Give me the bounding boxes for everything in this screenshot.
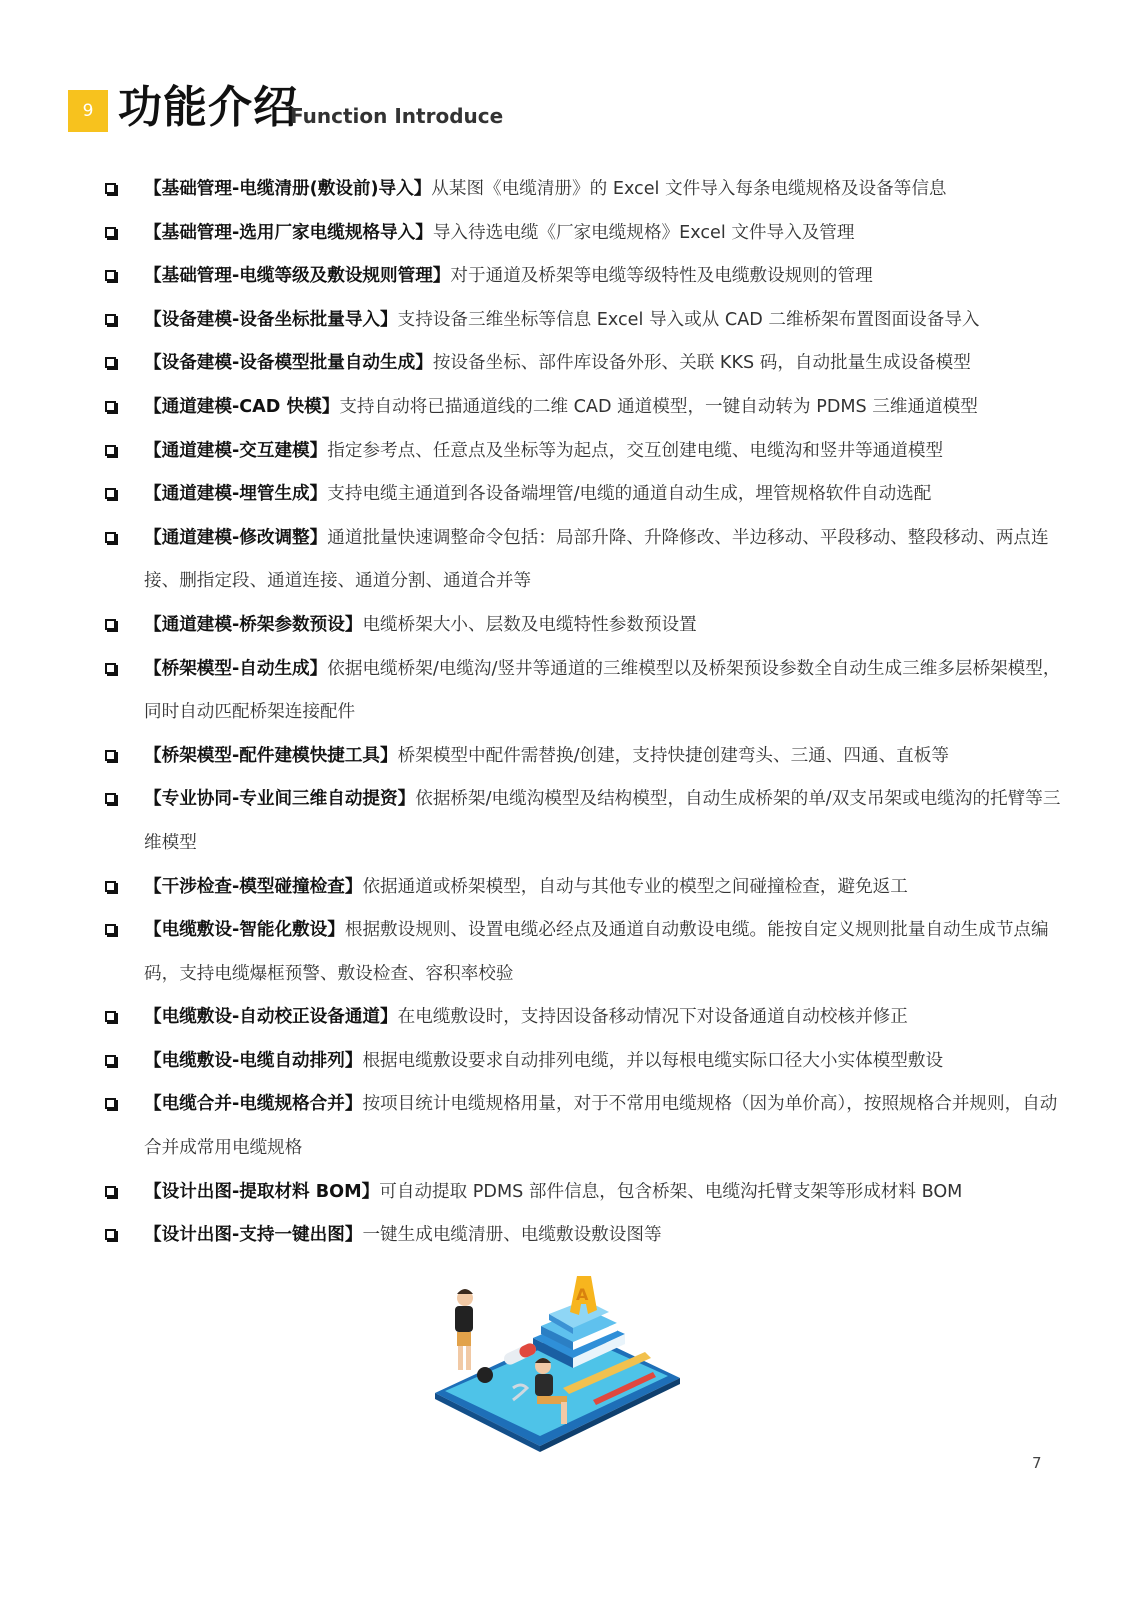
person-sitting-body xyxy=(535,1374,553,1396)
checkbox-bullet-icon xyxy=(105,270,116,281)
item-desc: 桥架模型中配件需替换/创建，支持快捷创建弯头、三通、四通、直板等 xyxy=(397,745,949,766)
list-item xyxy=(104,168,1064,212)
checkbox-bullet-icon xyxy=(105,532,116,543)
item-desc: 从某图《电缆清册》的 Excel 文件导入每条电缆规格及设备等信息 xyxy=(431,179,947,199)
item-desc: 支持设备三维坐标等信息 Excel 导入或从 CAD 二维桥架布置图面设备导入 xyxy=(397,309,980,330)
item-title: 【干涉检查-模型碰撞检查】 xyxy=(144,876,363,897)
item-desc: 导入待选电缆《厂家电缆规格》Excel 文件导入及管理 xyxy=(432,222,855,243)
checkbox-bullet-icon xyxy=(105,227,116,238)
item-desc: 按设备坐标、部件库设备外形、关联 KKS 码，自动批量生成设备模型 xyxy=(432,353,971,374)
item-title: 【电缆敷设-电缆自动排列】 xyxy=(144,1050,363,1071)
checkbox-bullet-icon xyxy=(105,924,116,935)
checkbox-bullet-icon xyxy=(105,663,116,674)
item-desc: 根据电缆敷设要求自动排列电缆，并以每根电缆实际口径大小实体模型敷设 xyxy=(362,1050,944,1071)
item-desc: 根据敷设规则、设置电缆必经点及通道自动敷设电缆。能按自定义规则批量自动生成节点编码，支持电缆爆框预警、敷设检查、容积率校验 xyxy=(144,920,1049,984)
checkbox-bullet-icon xyxy=(105,445,116,456)
item-title: 【桥架模型-自动生成】 xyxy=(144,658,328,679)
item-title: 【基础管理-选用厂家电缆规格导入】 xyxy=(144,222,433,243)
checkbox-bullet-icon xyxy=(105,1098,116,1109)
checkbox-bullet-icon xyxy=(105,750,116,761)
item-title: 【设计出图-支持一键出图】 xyxy=(144,1225,363,1246)
checkbox-bullet-icon xyxy=(105,488,116,499)
list-item xyxy=(104,430,1064,474)
item-title: 【通道建模-埋管生成】 xyxy=(144,484,328,505)
checkbox-bullet-icon xyxy=(105,1011,116,1022)
list-item xyxy=(104,386,1064,430)
letter-a-icon: A xyxy=(576,1285,589,1304)
item-title: 【电缆合并-电缆规格合并】 xyxy=(144,1094,363,1115)
section-number-badge: 9 xyxy=(68,90,108,132)
item-desc: 对于通道及桥架等电缆等级特性及电缆敷设规则的管理 xyxy=(450,266,873,287)
checkbox-bullet-icon xyxy=(105,619,116,630)
item-title: 【设备建模-设备模型批量自动生成】 xyxy=(144,353,433,374)
item-title: 【专业协同-专业间三维自动提资】 xyxy=(144,789,416,810)
list-item xyxy=(104,517,1064,604)
item-title: 【电缆敷设-自动校正设备通道】 xyxy=(144,1007,398,1028)
list-item xyxy=(104,648,1064,735)
item-desc: 支持自动将已描通道线的二维 CAD 通道模型，一键自动转为 PDMS 三维通道模型 xyxy=(339,396,978,417)
list-item xyxy=(104,996,1064,1040)
list-item xyxy=(104,212,1064,256)
item-desc: 按项目统计电缆规格用量，对于不常用电缆规格（因为单价高），按照规格合并规则，自动合并成常用电缆规格 xyxy=(144,1094,1058,1159)
list-item xyxy=(104,1171,1064,1215)
ink-bottle-icon xyxy=(477,1367,493,1383)
checkbox-bullet-icon xyxy=(105,401,116,412)
list-item xyxy=(104,342,1064,386)
checkbox-bullet-icon xyxy=(105,1229,116,1240)
item-desc: 依据电缆桥架/电缆沟/竖井等通道的三维模型以及桥架预设参数全自动生成三维多层桥架模型，同时自动匹配桥架连接配件 xyxy=(144,658,1061,723)
item-desc: 在电缆敷设时，支持因设备移动情况下对设备通道自动校核并修正 xyxy=(397,1007,908,1028)
item-desc: 一键生成电缆清册、电缆敷设敷设图等 xyxy=(362,1225,662,1246)
checkbox-bullet-icon xyxy=(105,183,116,194)
list-item xyxy=(104,299,1064,343)
list-item xyxy=(104,866,1064,910)
checkbox-bullet-icon xyxy=(105,793,116,804)
list-item xyxy=(104,255,1064,299)
item-title: 【通道建模-交互建模】 xyxy=(144,440,328,461)
list-item xyxy=(104,778,1064,865)
checkbox-bullet-icon xyxy=(105,1055,116,1066)
section-subtitle: Function Introduce xyxy=(290,104,504,128)
item-desc: 支持电缆主通道到各设备端埋管/电缆的通道自动生成，埋管规格软件自动选配 xyxy=(327,484,932,505)
list-item xyxy=(104,735,1064,779)
checkbox-bullet-icon xyxy=(105,881,116,892)
person-standing-body xyxy=(455,1306,473,1332)
page-number: 7 xyxy=(1032,1454,1042,1472)
checkbox-bullet-icon xyxy=(105,314,116,325)
item-title: 【设备建模-设备坐标批量导入】 xyxy=(144,309,398,330)
item-title: 【通道建模-CAD 快模】 xyxy=(144,396,340,417)
item-desc: 依据桥架/电缆沟模型及结构模型，自动生成桥架的单/双支吊架或电缆沟的托臂等三维模型 xyxy=(144,789,1061,853)
list-item xyxy=(104,1040,1064,1084)
item-title: 【设计出图-提取材料 BOM】 xyxy=(144,1181,380,1202)
item-desc: 可自动提取 PDMS 部件信息，包含桥架、电缆沟托臂支架等形成材料 BOM xyxy=(379,1181,963,1202)
item-title: 【通道建模-桥架参数预设】 xyxy=(144,614,363,635)
list-item xyxy=(104,604,1064,648)
feature-list xyxy=(104,168,1064,1258)
item-title: 【桥架模型-配件建模快捷工具】 xyxy=(144,745,398,766)
item-desc: 依据通道或桥架模型，自动与其他专业的模型之间碰撞检查，避免返工 xyxy=(362,876,908,897)
list-item xyxy=(104,473,1064,517)
list-item xyxy=(104,1214,1064,1258)
item-title: 【基础管理-电缆清册(敷设前)导入】 xyxy=(144,179,432,199)
item-title: 【基础管理-电缆等级及敷设规则管理】 xyxy=(144,266,451,287)
item-desc: 指定参考点、任意点及坐标等为起点，交互创建电缆、电缆沟和竖井等通道模型 xyxy=(327,440,944,461)
education-illustration xyxy=(425,1268,685,1458)
list-item xyxy=(104,1083,1064,1170)
item-title: 【通道建模-修改调整】 xyxy=(144,527,328,548)
list-item xyxy=(104,909,1064,996)
item-desc: 电缆桥架大小、层数及电缆特性参数预设置 xyxy=(362,614,697,635)
checkbox-bullet-icon xyxy=(105,1186,116,1197)
item-desc: 通道批量快速调整命令包括：局部升降、升降修改、半边移动、平段移动、整段移动、两点连接、删指定段、通道连接、通道分割、通道合并等 xyxy=(144,527,1049,592)
item-title: 【电缆敷设-智能化敷设】 xyxy=(144,920,345,941)
section-title: 功能介绍 xyxy=(118,82,298,133)
checkbox-bullet-icon xyxy=(105,357,116,368)
